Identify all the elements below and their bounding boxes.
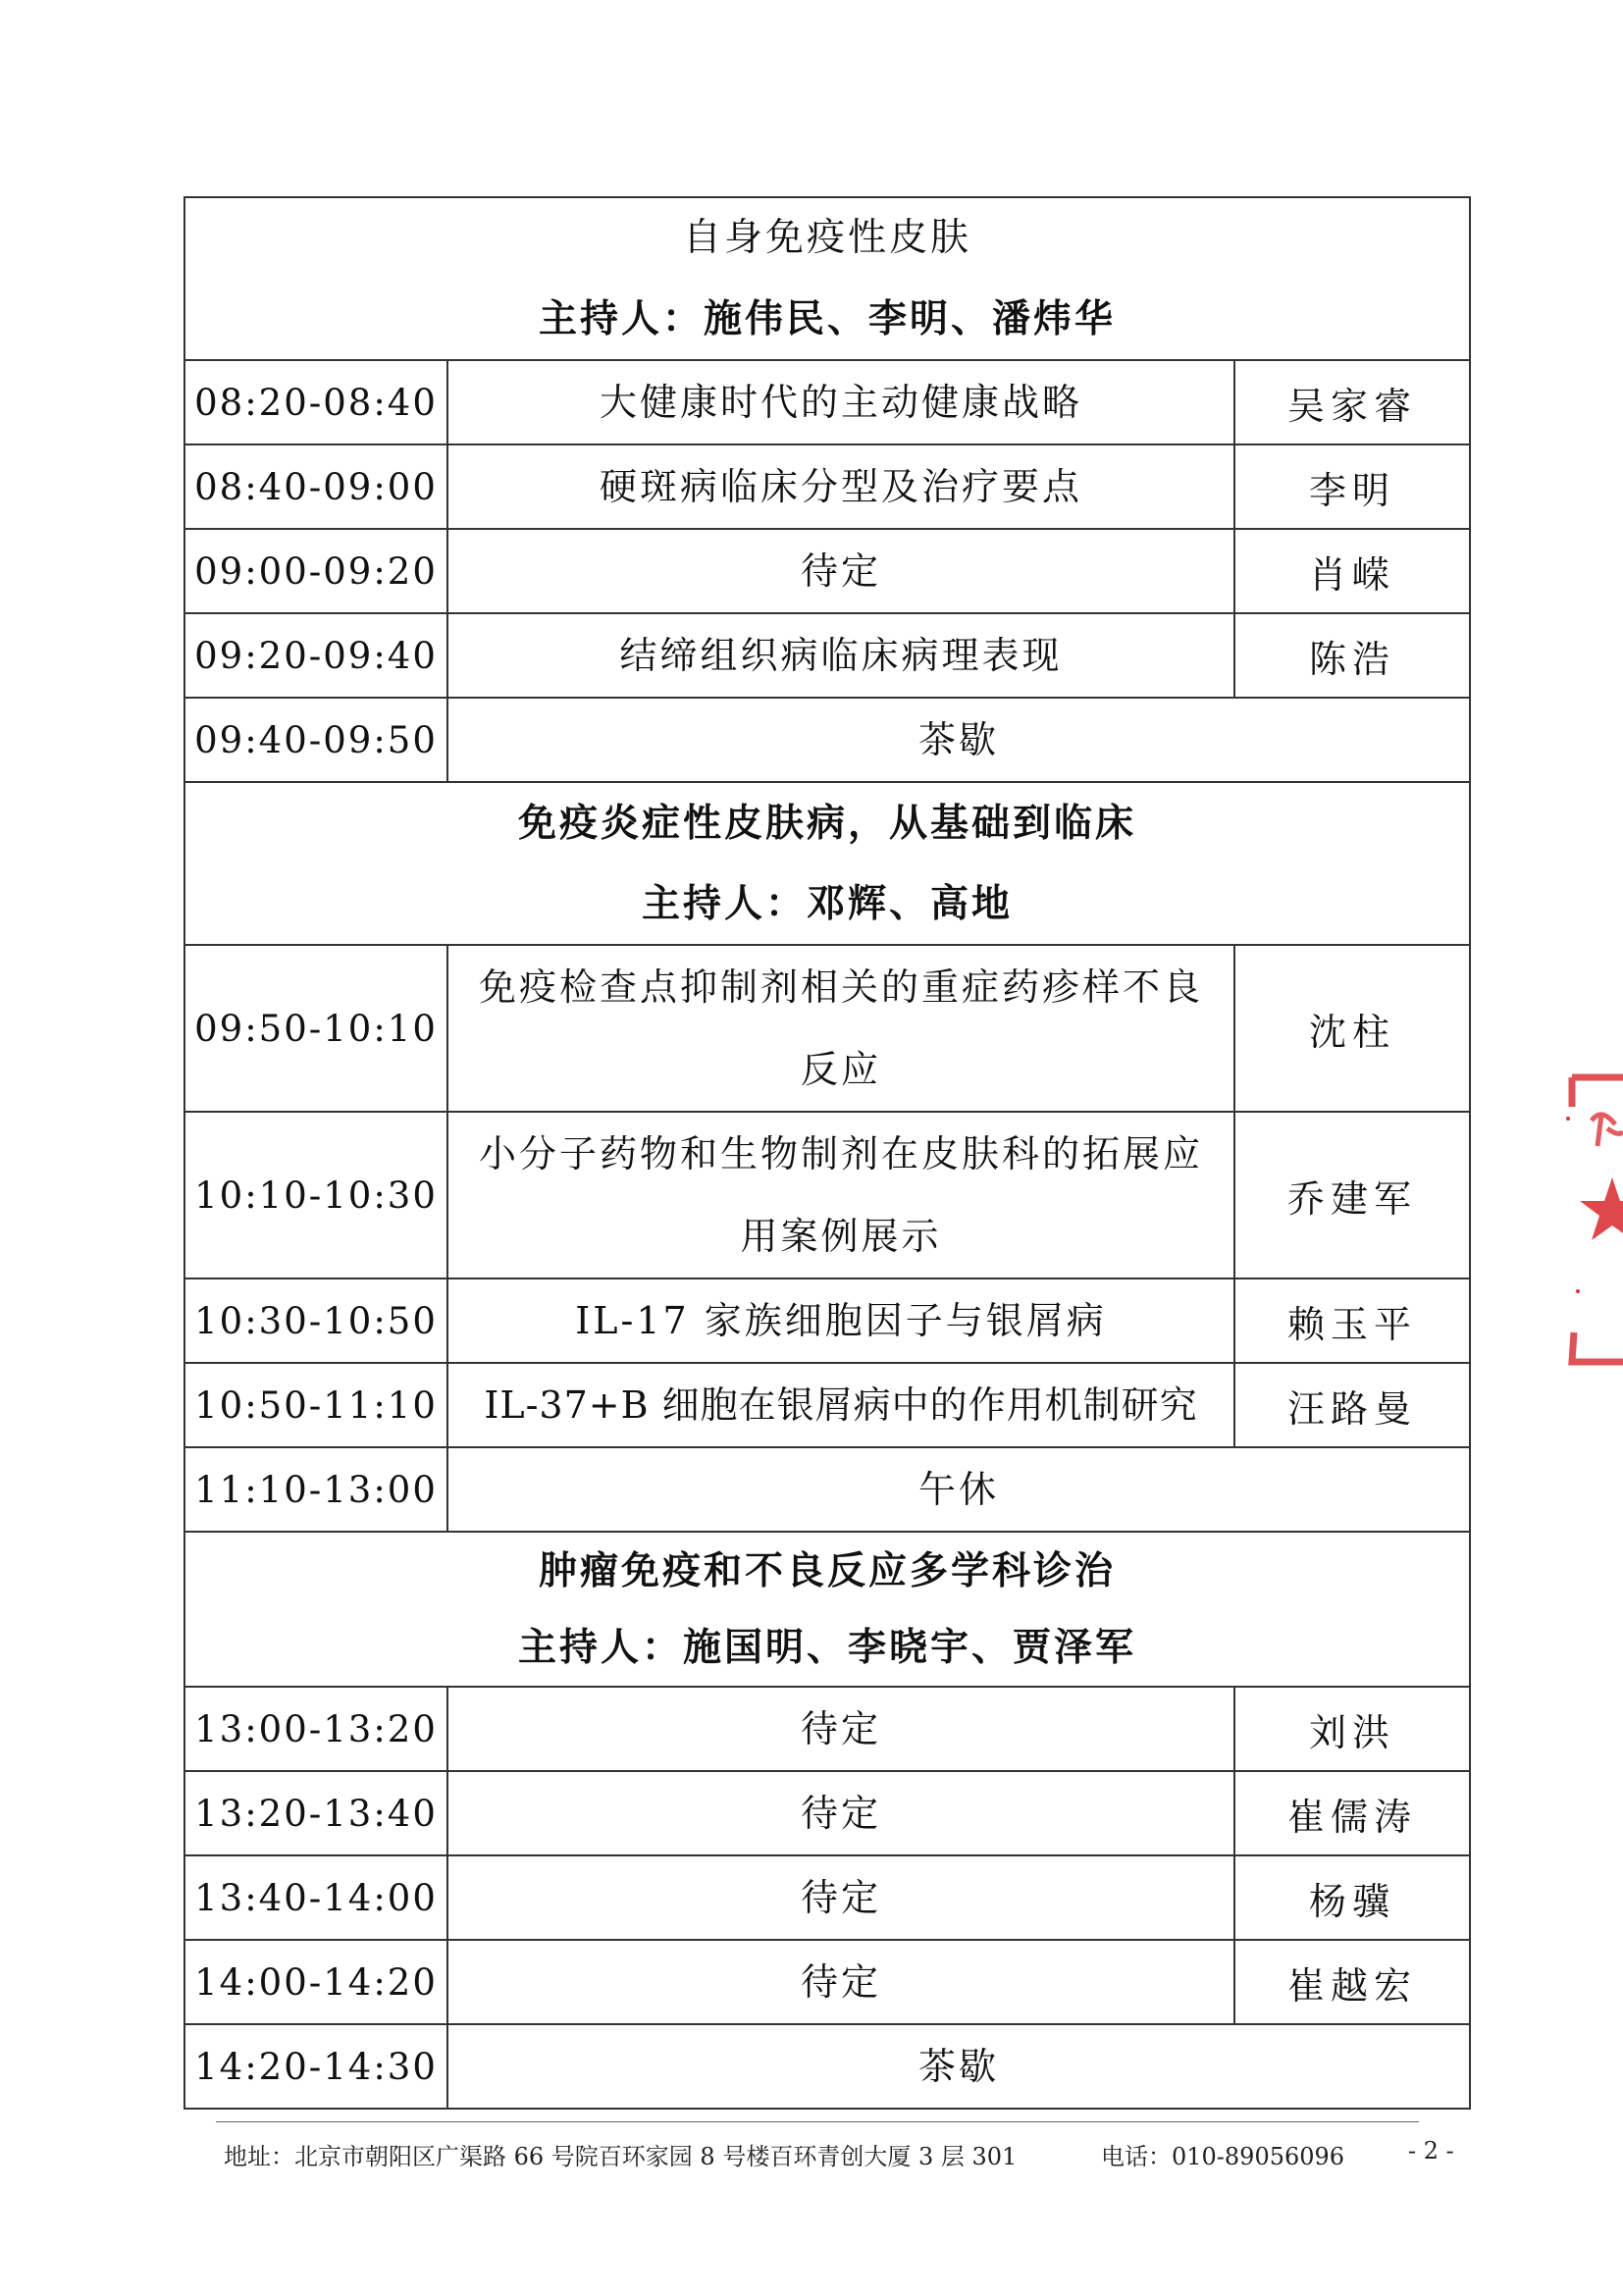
session-host: 主持人：施伟民、李明、潘炜华 xyxy=(538,296,1116,341)
speaker-cell: 赖玉平 xyxy=(1234,1278,1470,1363)
topic-cell: 待定 xyxy=(447,1855,1234,1940)
topic-cell: 硬斑病临床分型及治疗要点 xyxy=(447,444,1234,529)
speaker-cell: 肖嵘 xyxy=(1234,529,1470,613)
time-cell: 13:00-13:20 xyxy=(184,1687,447,1771)
session-title: 自身免疫性皮肤 xyxy=(682,216,971,260)
topic-cell: 小分子药物和生物制剂在皮肤科的拓展应用案例展示 xyxy=(447,1112,1234,1278)
break-row xyxy=(184,2024,1470,2109)
break-label: 午休 xyxy=(447,1447,1470,1532)
table-row xyxy=(184,360,1470,444)
time-cell: 10:10-10:30 xyxy=(184,1112,447,1278)
table-row xyxy=(184,1855,1470,1940)
speaker-cell: 崔越宏 xyxy=(1234,1940,1470,2024)
table-row xyxy=(184,1940,1470,2024)
topic-cell: 待定 xyxy=(447,1771,1234,1855)
seal-star-icon xyxy=(1558,1068,1623,1372)
time-cell: 09:50-10:10 xyxy=(184,945,447,1112)
time-cell: 11:10-13:00 xyxy=(184,1447,447,1532)
speaker-cell: 沈柱 xyxy=(1234,945,1470,1112)
session-title: 免疫炎症性皮肤病，从基础到临床 xyxy=(517,801,1136,846)
break-row xyxy=(184,1447,1470,1532)
speaker-cell: 杨骥 xyxy=(1234,1855,1470,1940)
time-cell: 08:40-09:00 xyxy=(184,444,447,529)
topic-cell: IL-17 家族细胞因子与银屑病 xyxy=(447,1278,1234,1363)
time-cell: 08:20-08:40 xyxy=(184,360,447,444)
session-host: 主持人：施国明、李晓宇、贾泽军 xyxy=(517,1625,1136,1670)
topic-cell: 大健康时代的主动健康战略 xyxy=(447,360,1234,444)
speaker-cell: 李明 xyxy=(1234,444,1470,529)
time-cell: 10:50-11:10 xyxy=(184,1363,447,1447)
session-title: 肿瘤免疫和不良反应多学科诊治 xyxy=(538,1548,1116,1593)
session-header xyxy=(184,197,1470,360)
session-host: 主持人：邓辉、高地 xyxy=(641,881,1013,926)
table-row xyxy=(184,1363,1470,1447)
break-label: 茶歇 xyxy=(447,2024,1470,2109)
topic-cell: IL-37+B 细胞在银屑病中的作用机制研究 xyxy=(447,1363,1234,1447)
time-cell: 10:30-10:50 xyxy=(184,1278,447,1363)
topic-cell: 待定 xyxy=(447,529,1234,613)
page-number: - 2 - xyxy=(1408,2137,1454,2165)
speaker-cell: 陈浩 xyxy=(1234,613,1470,698)
table-row xyxy=(184,945,1470,1112)
speaker-cell: 刘洪 xyxy=(1234,1687,1470,1771)
red-seal-stamp xyxy=(1558,1068,1623,1372)
topic-cell: 免疫检查点抑制剂相关的重症药疹样不良反应 xyxy=(447,945,1234,1112)
footer-address: 地址：北京市朝阳区广渠路 66 号院百环家园 8 号楼百环青创大厦 3 层 301 xyxy=(224,2143,1018,2170)
break-row xyxy=(184,698,1470,782)
table-row xyxy=(184,444,1470,529)
time-cell: 09:40-09:50 xyxy=(184,698,447,782)
time-cell: 14:00-14:20 xyxy=(184,1940,447,2024)
session-header xyxy=(184,782,1470,945)
speaker-cell: 吴家睿 xyxy=(1234,360,1470,444)
table-row xyxy=(184,529,1470,613)
footer-divider xyxy=(216,2121,1419,2122)
speaker-cell: 乔建军 xyxy=(1234,1112,1470,1278)
session-header xyxy=(184,1532,1470,1687)
break-label: 茶歇 xyxy=(447,698,1470,782)
time-cell: 09:00-09:20 xyxy=(184,529,447,613)
footer-phone: 电话：010-89056096 xyxy=(1101,2143,1345,2170)
table-row xyxy=(184,1278,1470,1363)
speaker-cell: 崔儒涛 xyxy=(1234,1771,1470,1855)
table-row xyxy=(184,1687,1470,1771)
table-row xyxy=(184,1771,1470,1855)
schedule-table xyxy=(183,196,1471,2110)
topic-cell: 待定 xyxy=(447,1687,1234,1771)
time-cell: 14:20-14:30 xyxy=(184,2024,447,2109)
topic-cell: 结缔组织病临床病理表现 xyxy=(447,613,1234,698)
topic-cell: 待定 xyxy=(447,1940,1234,2024)
time-cell: 13:40-14:00 xyxy=(184,1855,447,1940)
table-row xyxy=(184,613,1470,698)
time-cell: 13:20-13:40 xyxy=(184,1771,447,1855)
time-cell: 09:20-09:40 xyxy=(184,613,447,698)
speaker-cell: 汪路曼 xyxy=(1234,1363,1470,1447)
table-row xyxy=(184,1112,1470,1278)
